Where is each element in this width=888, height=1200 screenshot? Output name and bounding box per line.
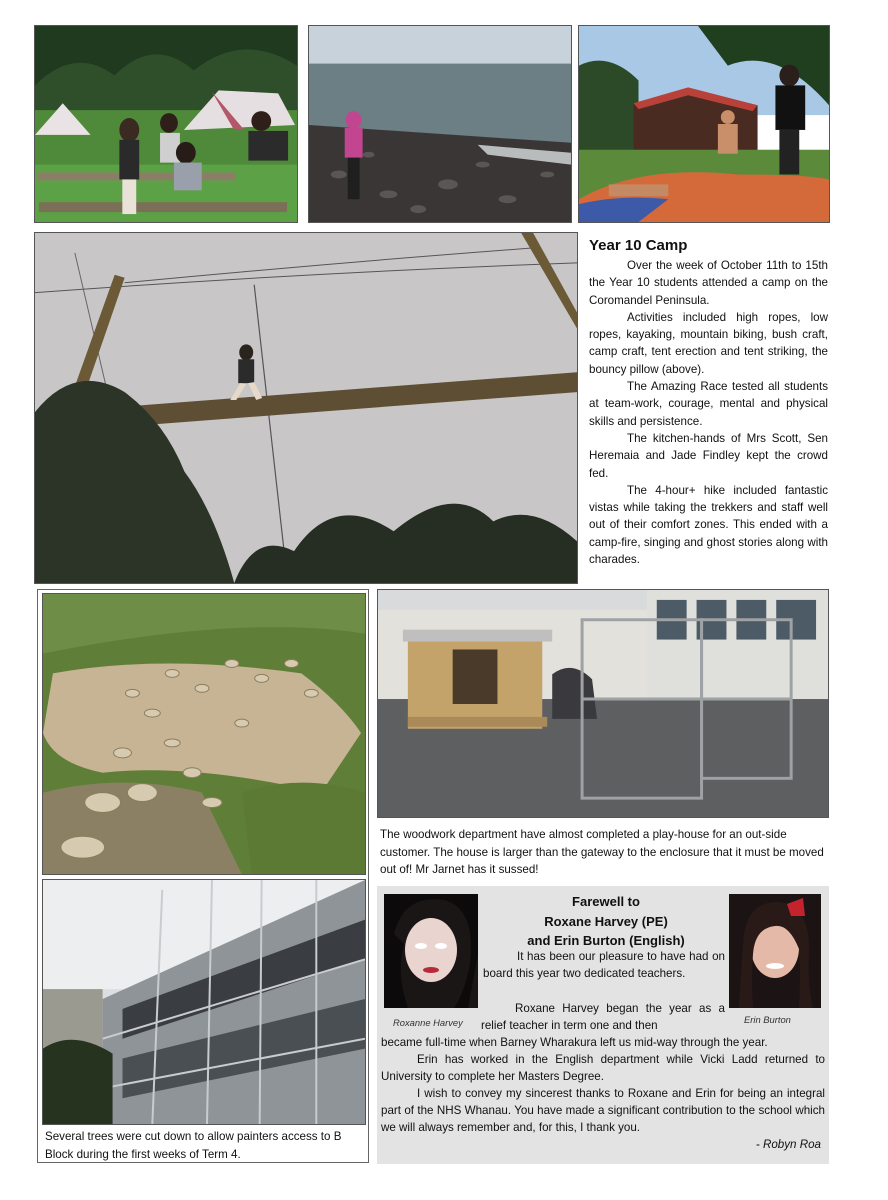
- camp-paragraph: The Amazing Race tested all students at team-work, courage, mental and physical skills and persistence.: [589, 380, 828, 428]
- farewell-text: became full-time when Barney Wharakura left us mid-way through the year.: [381, 1036, 768, 1049]
- farewell-title-line: Roxane Harvey (PE): [544, 913, 668, 929]
- farewell-para-2: [481, 1000, 725, 1034]
- farewell-text: Erin has worked in the English department while Vicki Ladd returned to University to complete her Masters Degree.: [381, 1053, 825, 1084]
- photo-b-block-scaffolding: [42, 879, 366, 1125]
- farewell-para-3: [381, 1051, 825, 1085]
- farewell-box: [377, 886, 829, 1164]
- farewell-para-4: [381, 1085, 825, 1136]
- caption-erin: Erin Burton: [744, 1014, 791, 1025]
- camp-title: Year 10 Camp: [589, 237, 688, 254]
- farewell-para-2-cont: [381, 1034, 825, 1051]
- caption-roxanne: Roxanne Harvey: [393, 1017, 463, 1028]
- trees-caption: Several trees were cut down to allow painters access to B Block during the first weeks of Term 4.: [45, 1130, 342, 1161]
- farewell-text: Roxane Harvey began the year as a relief teacher in term one and then: [481, 1002, 725, 1033]
- woodwork-caption: The woodwork department have almost completed a play-house for an out-side customer. The house is larger than the gateway to the enclosure that it must be moved out of! Mr Jarnet has it sussed!: [380, 828, 824, 876]
- portrait-roxanne: [384, 894, 478, 1008]
- camp-paragraph: The 4-hour+ hike included fantastic vistas while taking the trekkers and staff well out of their comfort zones. This ended with a camp-fire, singing and ghost stories along with charades.: [589, 483, 828, 567]
- camp-paragraph: Over the week of October 11th to 15th the Year 10 students attended a camp on the Coromandel Peninsula.: [589, 259, 828, 307]
- photo-high-ropes: [34, 232, 578, 584]
- farewell-signature: - Robyn Roa: [755, 1138, 821, 1151]
- photo-beach-rocks: [308, 25, 572, 223]
- photo-campsite-tents: [34, 25, 298, 223]
- camp-paragraph: The kitchen-hands of Mrs Scott, Sen Heremaia and Jade Findley kept the crowd fed.: [589, 431, 828, 480]
- photo-bouncy-pillow: [578, 25, 830, 223]
- farewell-title: [487, 892, 725, 951]
- camp-paragraph: Activities included high ropes, low ropes, kayaking, mountain biking, bush craft, camp craft, tent erection and tent striking, the bouncy pillow (above).: [589, 310, 828, 376]
- farewell-text: I wish to convey my sincerest thanks to Roxane and Erin for being an integral part of the NHS Whanau. You have made a significant contribution to the school which we will always remember and, for this, I thank you.: [381, 1087, 825, 1135]
- farewell-title-line: and Erin Burton (English): [527, 933, 685, 948]
- portrait-erin: [729, 894, 821, 1008]
- photo-woodwork-playhouse: [377, 589, 829, 818]
- farewell-text: It has been our pleasure to have had on board this year two dedicated teachers.: [483, 950, 725, 981]
- farewell-para-1: [483, 948, 725, 982]
- farewell-title-line: Farewell to: [572, 894, 640, 909]
- photo-felled-trees: [42, 593, 366, 875]
- camp-article: [589, 236, 828, 568]
